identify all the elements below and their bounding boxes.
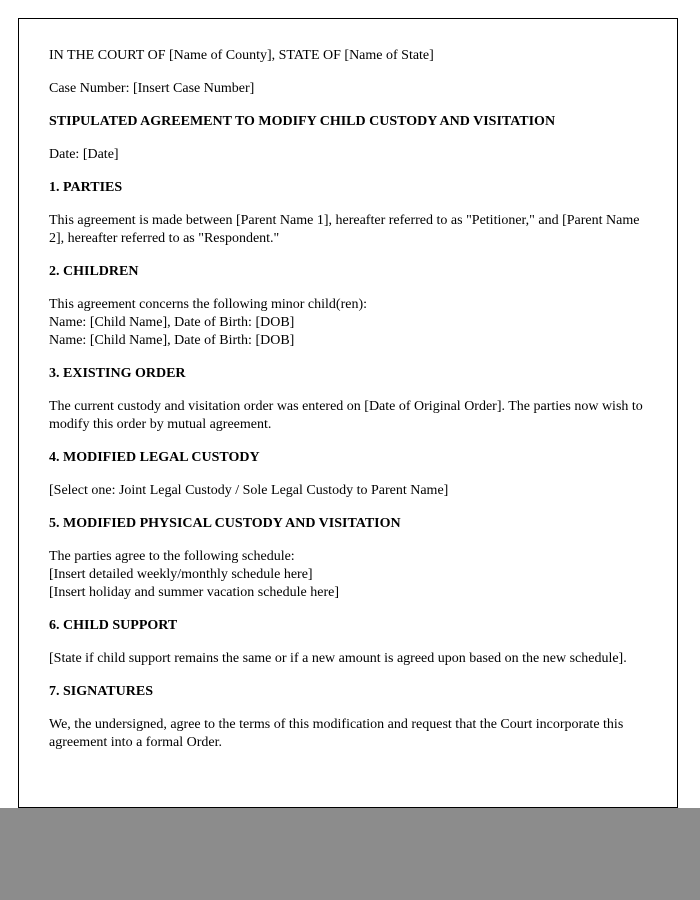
court-caption: IN THE COURT OF [Name of County], STATE OF [Name of State] (49, 48, 434, 63)
body-line: [Insert detailed weekly/monthly schedule here] (49, 567, 313, 582)
section-body-modified-legal-custody: [Select one: Joint Legal Custody / Sole Legal Custody to Parent Name] (49, 483, 449, 498)
section-body-child-support: [State if child support remains the same or if a new amount is agreed upon based on the new schedule]. (49, 651, 627, 666)
body-line: [Insert holiday and summer vacation schedule here] (49, 585, 340, 600)
case-number-line: Case Number: [Insert Case Number] (49, 81, 255, 96)
section-heading-child-support: 6. CHILD SUPPORT (49, 618, 178, 633)
body-line: The parties agree to the following schedule: (49, 549, 295, 564)
body-line: This agreement concerns the following minor child(ren): (49, 297, 368, 312)
section-heading-signatures: 7. SIGNATURES (49, 684, 153, 699)
section-heading-modified-legal-custody: 4. MODIFIED LEGAL CUSTODY (49, 450, 260, 465)
body-line: Name: [Child Name], Date of Birth: [DOB] (49, 333, 295, 348)
section-body-modified-physical-custody (49, 548, 647, 602)
document-body (19, 19, 677, 795)
section-body-parties: This agreement is made between [Parent Name 1], hereafter referred to as "Petitioner," and [Parent Name 2], hereafter referred to as "Respondent." (49, 213, 640, 246)
section-heading-children: 2. CHILDREN (49, 264, 139, 279)
document-page (18, 18, 678, 808)
date-line: Date: [Date] (49, 147, 119, 162)
section-body-children (49, 296, 647, 350)
viewer-background-bottom (0, 808, 700, 900)
section-heading-modified-physical-custody: 5. MODIFIED PHYSICAL CUSTODY AND VISITATION (49, 516, 401, 531)
document-title: STIPULATED AGREEMENT TO MODIFY CHILD CUSTODY AND VISITATION (49, 114, 556, 129)
section-heading-existing-order: 3. EXISTING ORDER (49, 366, 186, 381)
section-heading-parties: 1. PARTIES (49, 180, 123, 195)
section-body-existing-order: The current custody and visitation order was entered on [Date of Original Order]. The parties now wish to modify this order by mutual agreement. (49, 399, 643, 432)
body-line: Name: [Child Name], Date of Birth: [DOB] (49, 315, 295, 330)
section-body-signatures: We, the undersigned, agree to the terms of this modification and request that the Court incorporate this agreement into a formal Order. (49, 717, 624, 750)
